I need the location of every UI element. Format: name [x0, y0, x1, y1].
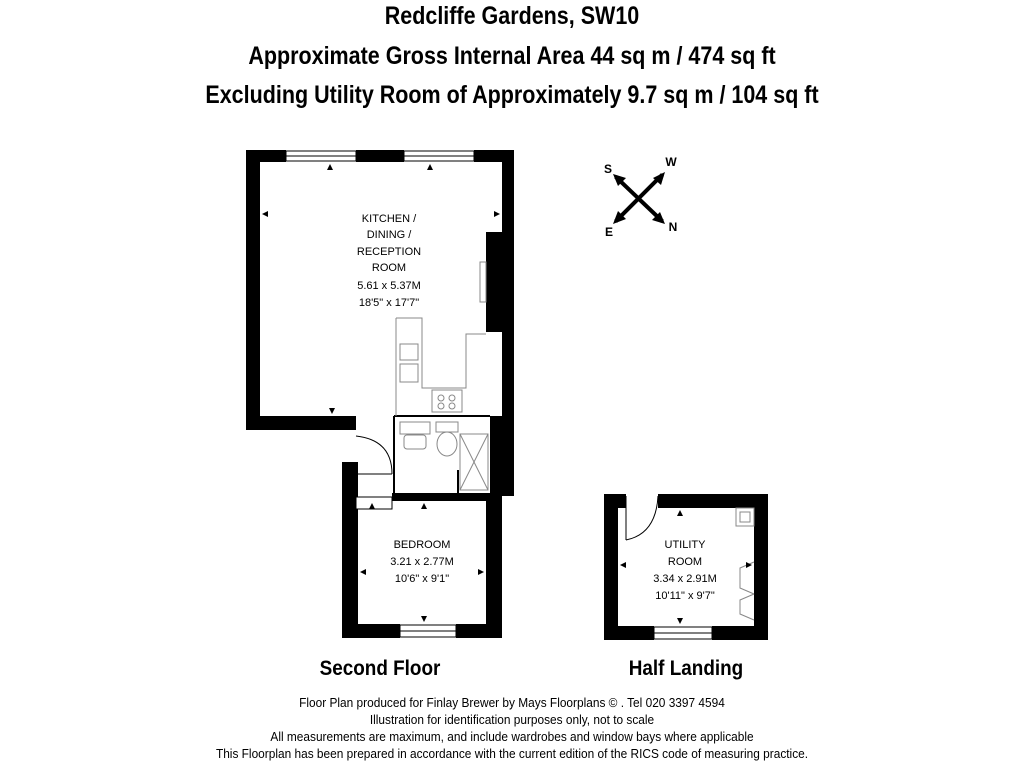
- utility-name-line1: UTILITY: [664, 539, 706, 551]
- bedroom-label: [390, 539, 454, 585]
- compass-w-label: W: [665, 155, 677, 169]
- plan-title: Redcliffe Gardens, SW10: [384, 2, 640, 30]
- bedroom-name: BEDROOM: [393, 539, 451, 551]
- utility-metric-size: 3.34 x 2.91M: [653, 573, 717, 585]
- kitchen-metric-size: 5.61 x 5.37M: [357, 280, 421, 292]
- bedroom-metric-size: 3.21 x 2.77M: [390, 556, 454, 568]
- utility-fixtures: [736, 508, 754, 620]
- compass-icon: [617, 176, 661, 220]
- kitchen-label: [357, 213, 421, 309]
- footer-line-illustration: Illustration for identification purposes only, not to scale: [369, 713, 655, 727]
- utility-imperial-size: 10'11" x 9'7": [655, 590, 715, 602]
- kitchen-name-line3: RECEPTION: [356, 246, 422, 258]
- compass-e-label: E: [604, 225, 614, 239]
- kitchen-imperial-size: 18'5" x 17'7": [358, 297, 420, 309]
- footer-line-credit: Floor Plan produced for Finlay Brewer by Mays Floorplans © . Tel 020 3397 4594: [299, 696, 725, 710]
- kitchen-name-line2: DINING /: [366, 229, 412, 241]
- kitchen-name-line1: KITCHEN /: [361, 213, 417, 225]
- gross-area-text: Approximate Gross Internal Area 44 sq m / 474 sq ft: [248, 42, 776, 70]
- footer-notes: [0, 695, 1024, 763]
- footer-line-measurements: All measurements are maximum, and include wardrobes and window bays where applicable: [270, 730, 754, 744]
- half-landing-window: [654, 627, 712, 639]
- second-floor-label: Second Floor: [319, 657, 441, 680]
- utility-name-line2: ROOM: [667, 556, 703, 568]
- half-landing-label: Half Landing: [628, 657, 744, 680]
- bedroom-imperial-size: 10'6" x 9'1": [394, 573, 450, 585]
- footer-line-rics: This Floorplan has been prepared in accordance with the current edition of the RICS code of measuring practice.: [215, 747, 809, 761]
- kitchen-name-line4: ROOM: [371, 262, 407, 274]
- compass-s-label: S: [603, 162, 613, 176]
- compass-n-label: N: [668, 220, 678, 234]
- excluding-area-text: Excluding Utility Room of Approximately 9.7 sq m / 104 sq ft: [205, 81, 819, 109]
- utility-label: [653, 539, 717, 602]
- bathroom-fixtures: [400, 422, 488, 490]
